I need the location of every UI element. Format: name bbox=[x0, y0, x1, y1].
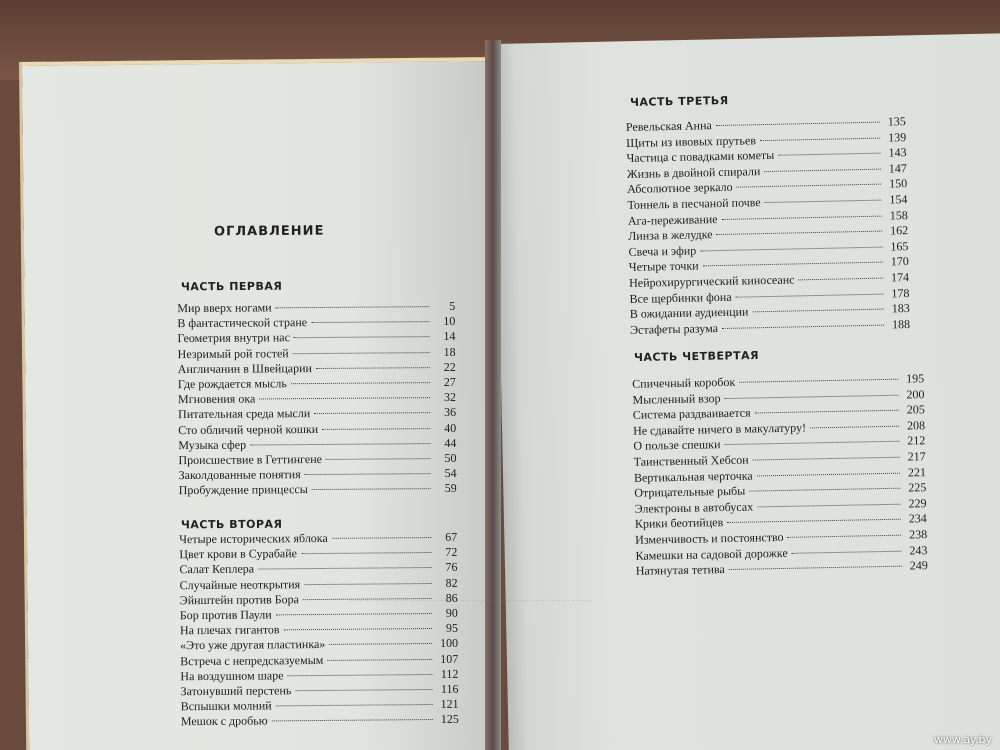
toc-entry-page: 107 bbox=[440, 651, 459, 666]
toc-entry-page: 86 bbox=[445, 590, 458, 605]
toc-entry-page: 229 bbox=[908, 495, 927, 511]
toc-entry-title: Таинственный Хебсон bbox=[633, 452, 749, 469]
dot-leader bbox=[757, 472, 900, 476]
part-four-entries bbox=[632, 371, 928, 579]
dot-leader bbox=[753, 457, 900, 461]
dot-leader bbox=[798, 278, 883, 281]
part-one-heading: ЧАСТЬ ПЕРВАЯ bbox=[180, 279, 283, 294]
toc-entry-page: 170 bbox=[890, 254, 909, 269]
toc-entry-title: Мешок с дробью bbox=[180, 713, 268, 729]
toc-entry-title: Бор против Паули bbox=[179, 607, 272, 623]
toc-entry-title: Щиты из ивовых прутьев bbox=[626, 132, 757, 150]
dot-leader bbox=[250, 443, 430, 445]
toc-entry-page: 40 bbox=[444, 420, 457, 435]
toc-entry-title: Сто обличий черной кошки bbox=[178, 421, 319, 437]
dot-leader bbox=[326, 458, 431, 460]
site-watermark: www.ay.by bbox=[933, 733, 992, 746]
toc-entry-title: Затонувший перстень bbox=[180, 683, 292, 699]
part-two-entries bbox=[179, 530, 459, 730]
toc-entry-page: 147 bbox=[888, 160, 907, 176]
toc-entry-page: 112 bbox=[440, 666, 459, 681]
toc-entry-page: 44 bbox=[444, 435, 457, 450]
dot-leader bbox=[727, 519, 901, 523]
dot-leader bbox=[327, 659, 432, 661]
dot-leader bbox=[329, 643, 432, 645]
dot-leader bbox=[314, 412, 430, 414]
toc-entry-page: 54 bbox=[444, 465, 457, 481]
toc-entry-page: 162 bbox=[889, 223, 909, 238]
toc-entry-title: Салат Кеплера bbox=[179, 561, 255, 577]
toc-entry-page: 178 bbox=[891, 285, 910, 300]
toc-entry-page: 36 bbox=[444, 405, 457, 420]
dot-leader bbox=[752, 309, 883, 313]
dot-leader bbox=[700, 246, 882, 251]
toc-entry-title: Камешки на садовой дорожке bbox=[635, 545, 788, 563]
toc-entry-page: 5 bbox=[449, 298, 456, 313]
dot-leader bbox=[332, 537, 431, 539]
dot-leader bbox=[258, 567, 431, 570]
toc-entry-title: Эйнштейн против Бора bbox=[179, 591, 300, 607]
toc-entry-title: Натянутая тетива bbox=[635, 562, 725, 578]
toc-entry-page: 100 bbox=[440, 636, 459, 651]
dot-leader bbox=[703, 262, 883, 267]
toc-entry-title: Эстафеты разума bbox=[629, 320, 719, 337]
toc-entry-title: Абсолютное зеркало bbox=[627, 180, 733, 197]
toc-entry-page: 195 bbox=[906, 371, 925, 386]
toc-entry-page: 200 bbox=[906, 386, 925, 402]
toc-entry-title: Встреча с непредсказуемым bbox=[180, 652, 324, 668]
toc-entry-page: 234 bbox=[908, 511, 927, 526]
toc-entry-page: 243 bbox=[909, 542, 928, 558]
toc-entry-title: Ревельская Анна bbox=[625, 118, 712, 134]
dot-leader bbox=[311, 321, 429, 323]
toc-entry-title: Мысленный взор bbox=[632, 390, 721, 407]
toc-entry-title: Система раздваивается bbox=[632, 405, 751, 423]
toc-entry-title: Четыре точки bbox=[628, 258, 699, 275]
toc-entry-title: Не сдавайте ничего в макулатуру! bbox=[632, 420, 807, 438]
toc-entry-page: 135 bbox=[887, 114, 906, 129]
toc-entry-page: 10 bbox=[443, 314, 456, 329]
toc-entry-page: 154 bbox=[889, 192, 908, 207]
toc-entry-title: Вертикальная черточка bbox=[633, 468, 753, 485]
toc-entry-page: 59 bbox=[444, 481, 457, 496]
dot-leader bbox=[778, 153, 880, 156]
toc-entry-title: Геометрия внутри нас bbox=[177, 330, 290, 346]
toc-entry-page: 72 bbox=[445, 544, 458, 560]
dot-leader bbox=[716, 122, 880, 126]
part-four-heading: ЧАСТЬ ЧЕТВЕРТАЯ bbox=[633, 348, 760, 365]
dot-leader bbox=[788, 535, 902, 538]
dot-leader bbox=[755, 410, 899, 414]
dot-leader bbox=[291, 382, 430, 384]
toc-entry-page: 217 bbox=[907, 449, 926, 464]
toc-entry-title: Музыка сфер bbox=[178, 437, 247, 452]
dot-leader bbox=[717, 231, 883, 235]
toc-entry-page: 165 bbox=[890, 238, 909, 254]
toc-entry-title: Случайные неоткрытия bbox=[179, 576, 301, 592]
toc-entry-page: 188 bbox=[891, 316, 911, 332]
dot-leader bbox=[276, 613, 432, 615]
toc-entry-title: Цвет крови в Сурабайе bbox=[179, 546, 298, 562]
toc-entry bbox=[179, 481, 457, 498]
toc-entry-page: 158 bbox=[889, 207, 908, 223]
dot-leader bbox=[737, 184, 882, 188]
toc-entry bbox=[181, 712, 459, 730]
toc-entry-page: 143 bbox=[888, 145, 907, 160]
dot-leader bbox=[284, 628, 432, 630]
dot-leader bbox=[288, 674, 433, 676]
toc-entry-title: Тоннель в песчаной почве bbox=[627, 195, 761, 212]
toc-entry-page: 238 bbox=[909, 527, 928, 542]
dot-leader bbox=[293, 352, 430, 354]
toc-entry-page: 95 bbox=[445, 620, 459, 636]
toc-entry-page: 125 bbox=[440, 712, 459, 727]
toc-entry-title: Незримый рой гостей bbox=[177, 345, 289, 361]
dot-leader bbox=[739, 379, 898, 383]
dot-leader bbox=[276, 306, 430, 308]
part-two-heading: ЧАСТЬ ВТОРАЯ bbox=[180, 517, 283, 532]
dot-leader bbox=[765, 200, 882, 203]
toc-entry-page: 225 bbox=[908, 480, 927, 495]
dot-leader bbox=[305, 473, 431, 475]
toc-entry-page: 76 bbox=[445, 560, 458, 575]
toc-entry-title: Мгновения ока bbox=[177, 391, 256, 407]
toc-entry-page: 32 bbox=[443, 390, 457, 405]
toc-entry-title: Заколдованные понятия bbox=[178, 467, 301, 483]
dot-leader bbox=[722, 215, 882, 219]
dot-leader bbox=[322, 428, 430, 430]
toc-entry-title: «Это уже другая пластинка» bbox=[180, 637, 326, 653]
toc-entry-page: 27 bbox=[443, 374, 456, 389]
toc-entry-page: 174 bbox=[890, 269, 910, 285]
toc-entry-title: Электроны в автобусах bbox=[634, 499, 754, 516]
dot-leader bbox=[303, 598, 432, 600]
toc-entry-page: 18 bbox=[443, 344, 456, 359]
dot-leader bbox=[736, 293, 884, 297]
toc-entry-page: 50 bbox=[444, 450, 457, 465]
toc-entry-title: Англичанин в Швейцарии bbox=[177, 360, 312, 376]
toc-entry-page: 183 bbox=[891, 301, 910, 316]
dot-leader bbox=[304, 583, 432, 585]
toc-entry-title: Мир вверх ногами bbox=[177, 300, 272, 316]
dot-leader bbox=[295, 689, 432, 691]
toc-entry-page: 22 bbox=[443, 359, 456, 374]
part-one-entries bbox=[177, 299, 457, 499]
dot-leader bbox=[272, 719, 433, 721]
toc-entry-title: Линза в желудке bbox=[628, 227, 713, 244]
toc-entry-page: 121 bbox=[440, 696, 459, 712]
toc-entry-title: О пользе спешки bbox=[633, 437, 721, 454]
toc-entry-title: Изменчивость и постоянство bbox=[635, 529, 784, 547]
toc-entry-title: Частица с повадками кометы bbox=[626, 148, 775, 166]
toc-entry-title: На плечах гигантов bbox=[179, 622, 280, 638]
dot-leader bbox=[312, 488, 431, 490]
book-spine-gutter bbox=[485, 40, 501, 750]
dot-leader bbox=[301, 552, 431, 554]
toc-entry-title: Спичечный коробок bbox=[632, 374, 736, 391]
toc-entry-page: 82 bbox=[445, 575, 458, 590]
dot-leader bbox=[259, 397, 430, 399]
dot-leader bbox=[316, 367, 430, 369]
toc-entry-title: Пробуждение принцессы bbox=[178, 482, 308, 498]
toc-entry-page: 116 bbox=[440, 681, 459, 696]
dot-leader bbox=[792, 550, 902, 553]
toc-entry-title: Жизнь в двойной спирали bbox=[626, 163, 761, 181]
toc-entry-title: Все щербинки фона bbox=[629, 289, 732, 306]
toc-entry-title: Свеча и эфир bbox=[628, 243, 697, 259]
dot-leader bbox=[725, 394, 899, 398]
toc-entry-page: 205 bbox=[906, 402, 925, 417]
toc-entry-page: 14 bbox=[443, 329, 456, 344]
toc-entry-title: В фантастической стране bbox=[177, 315, 308, 331]
dot-leader bbox=[810, 425, 899, 428]
toc-entry-title: Отрицательные рыбы bbox=[634, 483, 746, 500]
toc-entry-title: Ага-переживание bbox=[627, 211, 718, 228]
toc-entry-title: Питательная среда мысли bbox=[178, 406, 311, 422]
dot-leader bbox=[294, 336, 430, 338]
toc-entry-page: 212 bbox=[907, 433, 926, 448]
dot-leader bbox=[724, 441, 899, 445]
part-three-heading: ЧАСТЬ ТРЕТЬЯ bbox=[629, 94, 729, 109]
dot-leader bbox=[749, 488, 900, 492]
toc-entry-page: 67 bbox=[445, 529, 458, 544]
toc-title: ОГЛАВЛЕНИЕ bbox=[213, 223, 325, 240]
part-three-entries bbox=[626, 114, 911, 338]
toc-entry-page: 249 bbox=[909, 558, 928, 573]
toc-entry-title: Где рождается мысль bbox=[177, 376, 287, 392]
dot-leader bbox=[722, 324, 884, 328]
dot-leader bbox=[729, 566, 902, 570]
dot-leader bbox=[764, 168, 881, 171]
toc-entry-title: Происшествие в Геттингене bbox=[178, 451, 322, 467]
toc-entry-page: 90 bbox=[445, 605, 458, 620]
dot-leader bbox=[276, 704, 433, 706]
toc-entry-title: Вспышки молний bbox=[180, 698, 272, 714]
toc-entry-page: 150 bbox=[888, 176, 908, 191]
toc-entry-title: В ожидании аудиенции bbox=[629, 304, 749, 322]
toc-entry-title: Нейрохирургический киносеанс bbox=[629, 272, 795, 290]
dot-leader bbox=[757, 503, 900, 507]
toc-entry-title: Крики беотийцев bbox=[634, 515, 724, 532]
toc-entry-page: 221 bbox=[907, 464, 927, 480]
toc-entry-page: 139 bbox=[888, 129, 907, 145]
toc-entry-title: На воздушном шаре bbox=[180, 667, 284, 683]
toc-entry-page: 208 bbox=[906, 417, 926, 433]
dot-leader bbox=[760, 137, 880, 141]
toc-entry-title: Четыре исторических яблока bbox=[179, 530, 328, 547]
